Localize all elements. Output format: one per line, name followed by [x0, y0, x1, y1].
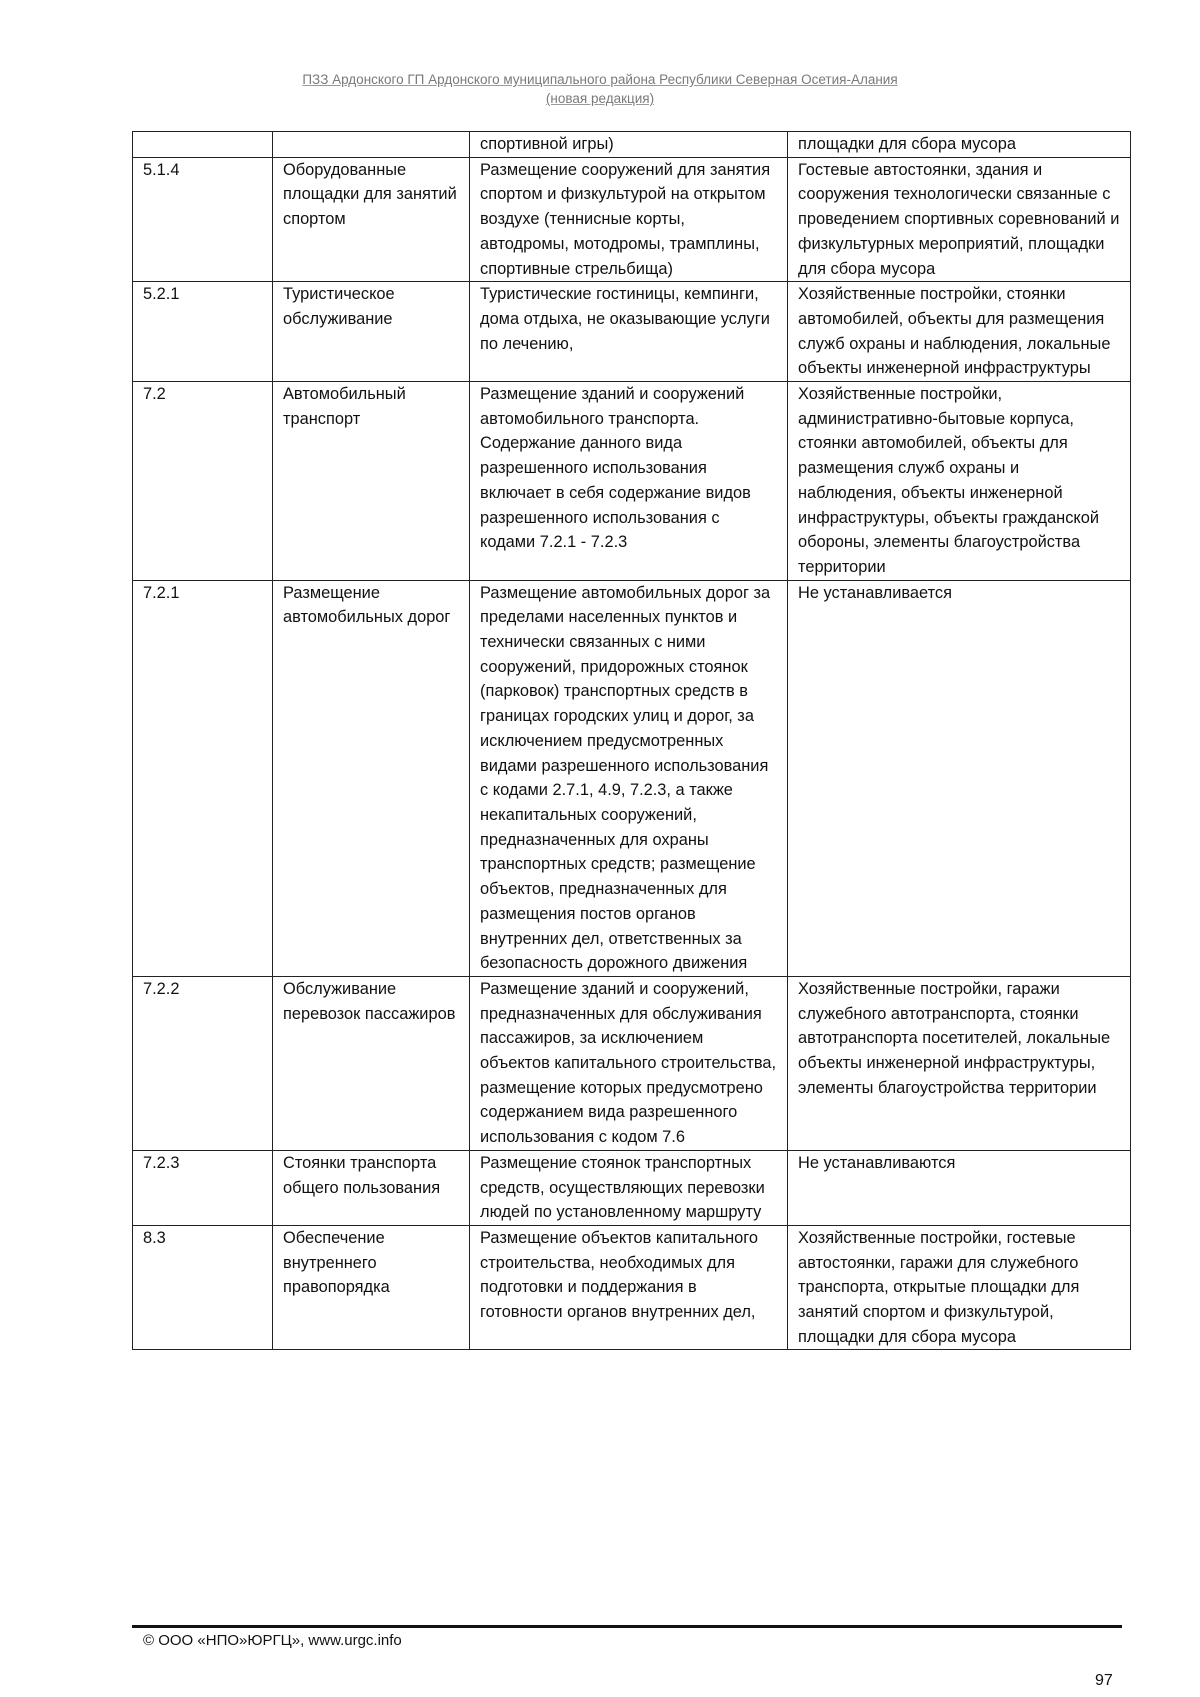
code-cell: 5.2.1 — [133, 282, 273, 382]
auxiliary-cell: Гостевые автостоянки, здания и сооружения технологически связанные с проведением спортивных соревнований и физкультурных мероприятий, площадки для сбора мусора — [788, 157, 1131, 282]
page-header — [0, 70, 1200, 108]
description-cell: Размещение зданий и сооружений, предназначенных для обслуживания пассажиров, за исключением объектов капитального строительства, размещение которых предусмотрено содержанием вида разрешенного использования с кодом 7.6 — [470, 976, 788, 1150]
header-subtitle: (новая редакция) — [545, 91, 655, 106]
code-cell: 5.1.4 — [133, 157, 273, 282]
name-cell: Автомобильный транспорт — [273, 382, 470, 581]
name-cell — [273, 132, 470, 158]
footer-divider — [132, 1625, 1122, 1628]
table-row — [133, 282, 1131, 382]
land-use-table — [132, 131, 1131, 1350]
auxiliary-cell: Хозяйственные постройки, административно-бытовые корпуса, стоянки автомобилей, объекты для размещения служб охраны и наблюдения, объекты инженерной инфраструктуры, объекты гражданской обороны, элементы благоустройства территории — [788, 382, 1131, 581]
description-cell: Размещение сооружений для занятия спортом и физкультурой на открытом воздухе (теннисные корты, автодромы, мотодромы, трамплины, спортивные стрельбища) — [470, 157, 788, 282]
auxiliary-cell: Хозяйственные постройки, гаражи служебного автотранспорта, стоянки автотранспорта посетителей, локальные объекты инженерной инфраструктуры, элементы благоустройства территории — [788, 976, 1131, 1150]
table-row — [133, 382, 1131, 581]
name-cell: Оборудованные площадки для занятий спортом — [273, 157, 470, 282]
name-cell: Обеспечение внутреннего правопорядка — [273, 1225, 470, 1350]
code-cell: 7.2.3 — [133, 1150, 273, 1225]
footer-copyright: © ООО «НПО»ЮРГЦ», www.urgc.info — [143, 1632, 402, 1649]
table-row — [133, 1150, 1131, 1225]
code-cell: 8.3 — [133, 1225, 273, 1350]
name-cell: Туристическое обслуживание — [273, 282, 470, 382]
page-number: 97 — [1095, 1672, 1113, 1689]
code-cell: 7.2.2 — [133, 976, 273, 1150]
auxiliary-cell: Не устанавливаются — [788, 1150, 1131, 1225]
description-cell: Туристические гостиницы, кемпинги, дома отдыха, не оказывающие услуги по лечению, — [470, 282, 788, 382]
description-cell: спортивной игры) — [470, 132, 788, 158]
table-row — [133, 976, 1131, 1150]
name-cell: Стоянки транспорта общего пользования — [273, 1150, 470, 1225]
code-cell: 7.2.1 — [133, 580, 273, 976]
header-title: ПЗЗ Ардонского ГП Ардонского муниципального района Республики Северная Осетия-Алания — [302, 72, 898, 87]
code-cell — [133, 132, 273, 158]
auxiliary-cell: Хозяйственные постройки, гостевые автостоянки, гаражи для служебного транспорта, открытые площадки для занятий спортом и физкультурой, площадки для сбора мусора — [788, 1225, 1131, 1350]
description-cell: Размещение зданий и сооружений автомобильного транспорта. Содержание данного вида разрешенного использования включает в себя содержание видов разрешенного использования с кодами 7.2.1 - 7.2.3 — [470, 382, 788, 581]
table-row — [133, 157, 1131, 282]
name-cell: Обслуживание перевозок пассажиров — [273, 976, 470, 1150]
auxiliary-cell: Не устанавливается — [788, 580, 1131, 976]
description-cell: Размещение стоянок транспортных средств, осуществляющих перевозки людей по установленному маршруту — [470, 1150, 788, 1225]
table-row — [133, 580, 1131, 976]
auxiliary-cell: Хозяйственные постройки, стоянки автомобилей, объекты для размещения служб охраны и наблюдения, локальные объекты инженерной инфраструктуры — [788, 282, 1131, 382]
code-cell: 7.2 — [133, 382, 273, 581]
description-cell: Размещение объектов капитального строительства, необходимых для подготовки и поддержания в готовности органов внутренних дел, — [470, 1225, 788, 1350]
description-cell: Размещение автомобильных дорог за пределами населенных пунктов и технически связанных с ними сооружений, придорожных стоянок (парковок) транспортных средств в границах городских улиц и дорог, за исключением предусмотренных видами разрешенного использования с кодами 2.7.1, 4.9, 7.2.3, а также некапитальных сооружений, предназначенных для охраны транспортных средств; размещение объектов, предназначенных для размещения постов органов внутренних дел, ответственных за безопасность дорожного движения — [470, 580, 788, 976]
table-row — [133, 1225, 1131, 1350]
auxiliary-cell: площадки для сбора мусора — [788, 132, 1131, 158]
table-row — [133, 132, 1131, 158]
name-cell: Размещение автомобильных дорог — [273, 580, 470, 976]
